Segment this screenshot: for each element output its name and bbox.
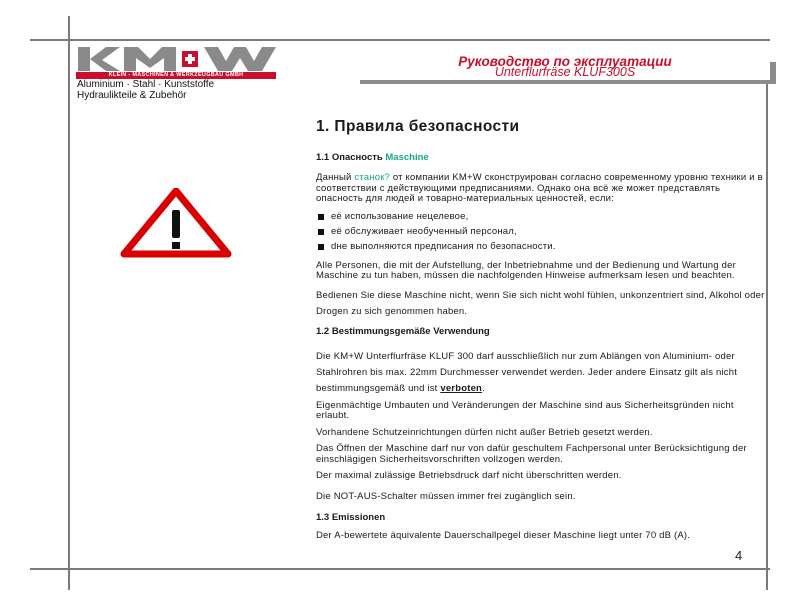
frame-left-line	[68, 16, 70, 590]
paragraph-intended-use	[316, 349, 766, 397]
intro-highlight: станок?	[354, 172, 391, 183]
bullet-item: её обслуживает необученный персонал,	[316, 226, 766, 238]
title-german: Unterflurfräse KLUF300S	[494, 65, 636, 79]
paragraph-personnel: Alle Personen, die mit der Aufstellung, der Inbetriebnahme und der Bedienung und Wartung der Maschine zu tun haben, müssen die nachfolgenden Hinweise aufmerksam lesen und beachten.	[316, 259, 736, 281]
subsection-1-1-title	[316, 152, 766, 163]
paragraph-modifications: Eigenmächtige Umbauten und Veränderungen der Maschine sind aus Sicherheitsgründen nicht erlaubt.	[316, 399, 734, 421]
paragraph-emissions: Der A-bewertete äquivalente Dauerschallpegel dieser Maschine liegt unter 70 dB (A).	[316, 530, 691, 541]
paragraph-emergency-stop: Die NOT-AUS-Schalter müssen immer frei zugänglich sein.	[316, 490, 576, 502]
subsection-1-1-prefix: 1.1 Опасность	[316, 152, 383, 163]
company-logo	[76, 46, 276, 101]
intended-use-text: Die KM+W Unterflurfräse KLUF 300 darf ausschließlich nur zum Ablängen von Aluminium- oder Stahlrohren bis max. 22mm Durchmesser verwendet werden. Jeder andere Einsatz gilt als nicht bestimmungsgemäß und ist	[316, 350, 738, 394]
paragraph-wellbeing: Bedienen Sie diese Maschine nicht, wenn Sie sich nicht wohl fühlen, unkonzentriert sind, Alkohol oder Drogen zu sich genommen haben.	[316, 289, 765, 317]
subsection-1-1-highlight: Maschine	[385, 152, 429, 163]
page-number: 4	[735, 548, 743, 563]
warning-triangle-icon	[120, 188, 232, 263]
section-title: 1. Правила безопасности	[316, 118, 520, 135]
intro-paragraph	[316, 173, 766, 205]
title-russian: Руководство по эксплуатации	[458, 54, 672, 69]
intro-text-b: от компании KM+W сконструирован согласно современному уровню техники и в соответствии с действующими предписаниями. Однако она всё же может представлять опасность для людей и товарно-материальных ценностей, если:	[316, 172, 763, 204]
frame-bottom-line	[30, 568, 770, 570]
intro-text-a: Данный	[316, 172, 352, 183]
paragraph-opening: Das Öffnen der Maschine darf nur von dafür geschultem Fachpersonal unter Berücksichtigung der einschlägigen Sicherheitsvorschriften vollzogen werden.	[316, 443, 747, 465]
document-title	[360, 56, 770, 80]
paragraph-safety-devices: Vorhandene Schutzeinrichtungen dürfen nicht außer Betrieb gesetzt werden.	[316, 426, 653, 438]
kmw-logo-mark	[76, 46, 276, 72]
forbidden-word: verboten	[440, 382, 483, 394]
frame-right-line	[766, 78, 768, 590]
logo-subtitle-1: Aluminium · Stahl · Kunststoffe	[77, 79, 215, 90]
subsection-1-2-title: 1.2 Bestimmungsgemäße Verwendung	[316, 325, 490, 337]
intended-use-end: .	[482, 382, 485, 394]
frame-top-line	[30, 39, 770, 41]
paragraph-pressure: Der maximal zulässige Betriebsdruck darf nicht überschritten werden.	[316, 470, 622, 481]
logo-subtitle-2: Hydraulikteile & Zubehör	[77, 90, 187, 101]
logo-strip: KLEIN - MASCHINEN & WERKZEUGBAU GMBH	[76, 72, 276, 79]
bullet-item: её использование нецелевое,	[316, 211, 766, 223]
main-content	[316, 118, 766, 548]
subsection-1-3-title: 1.3 Emissionen	[316, 512, 386, 523]
bullet-item: dне выполняются предписания по безопасности.	[316, 241, 766, 253]
